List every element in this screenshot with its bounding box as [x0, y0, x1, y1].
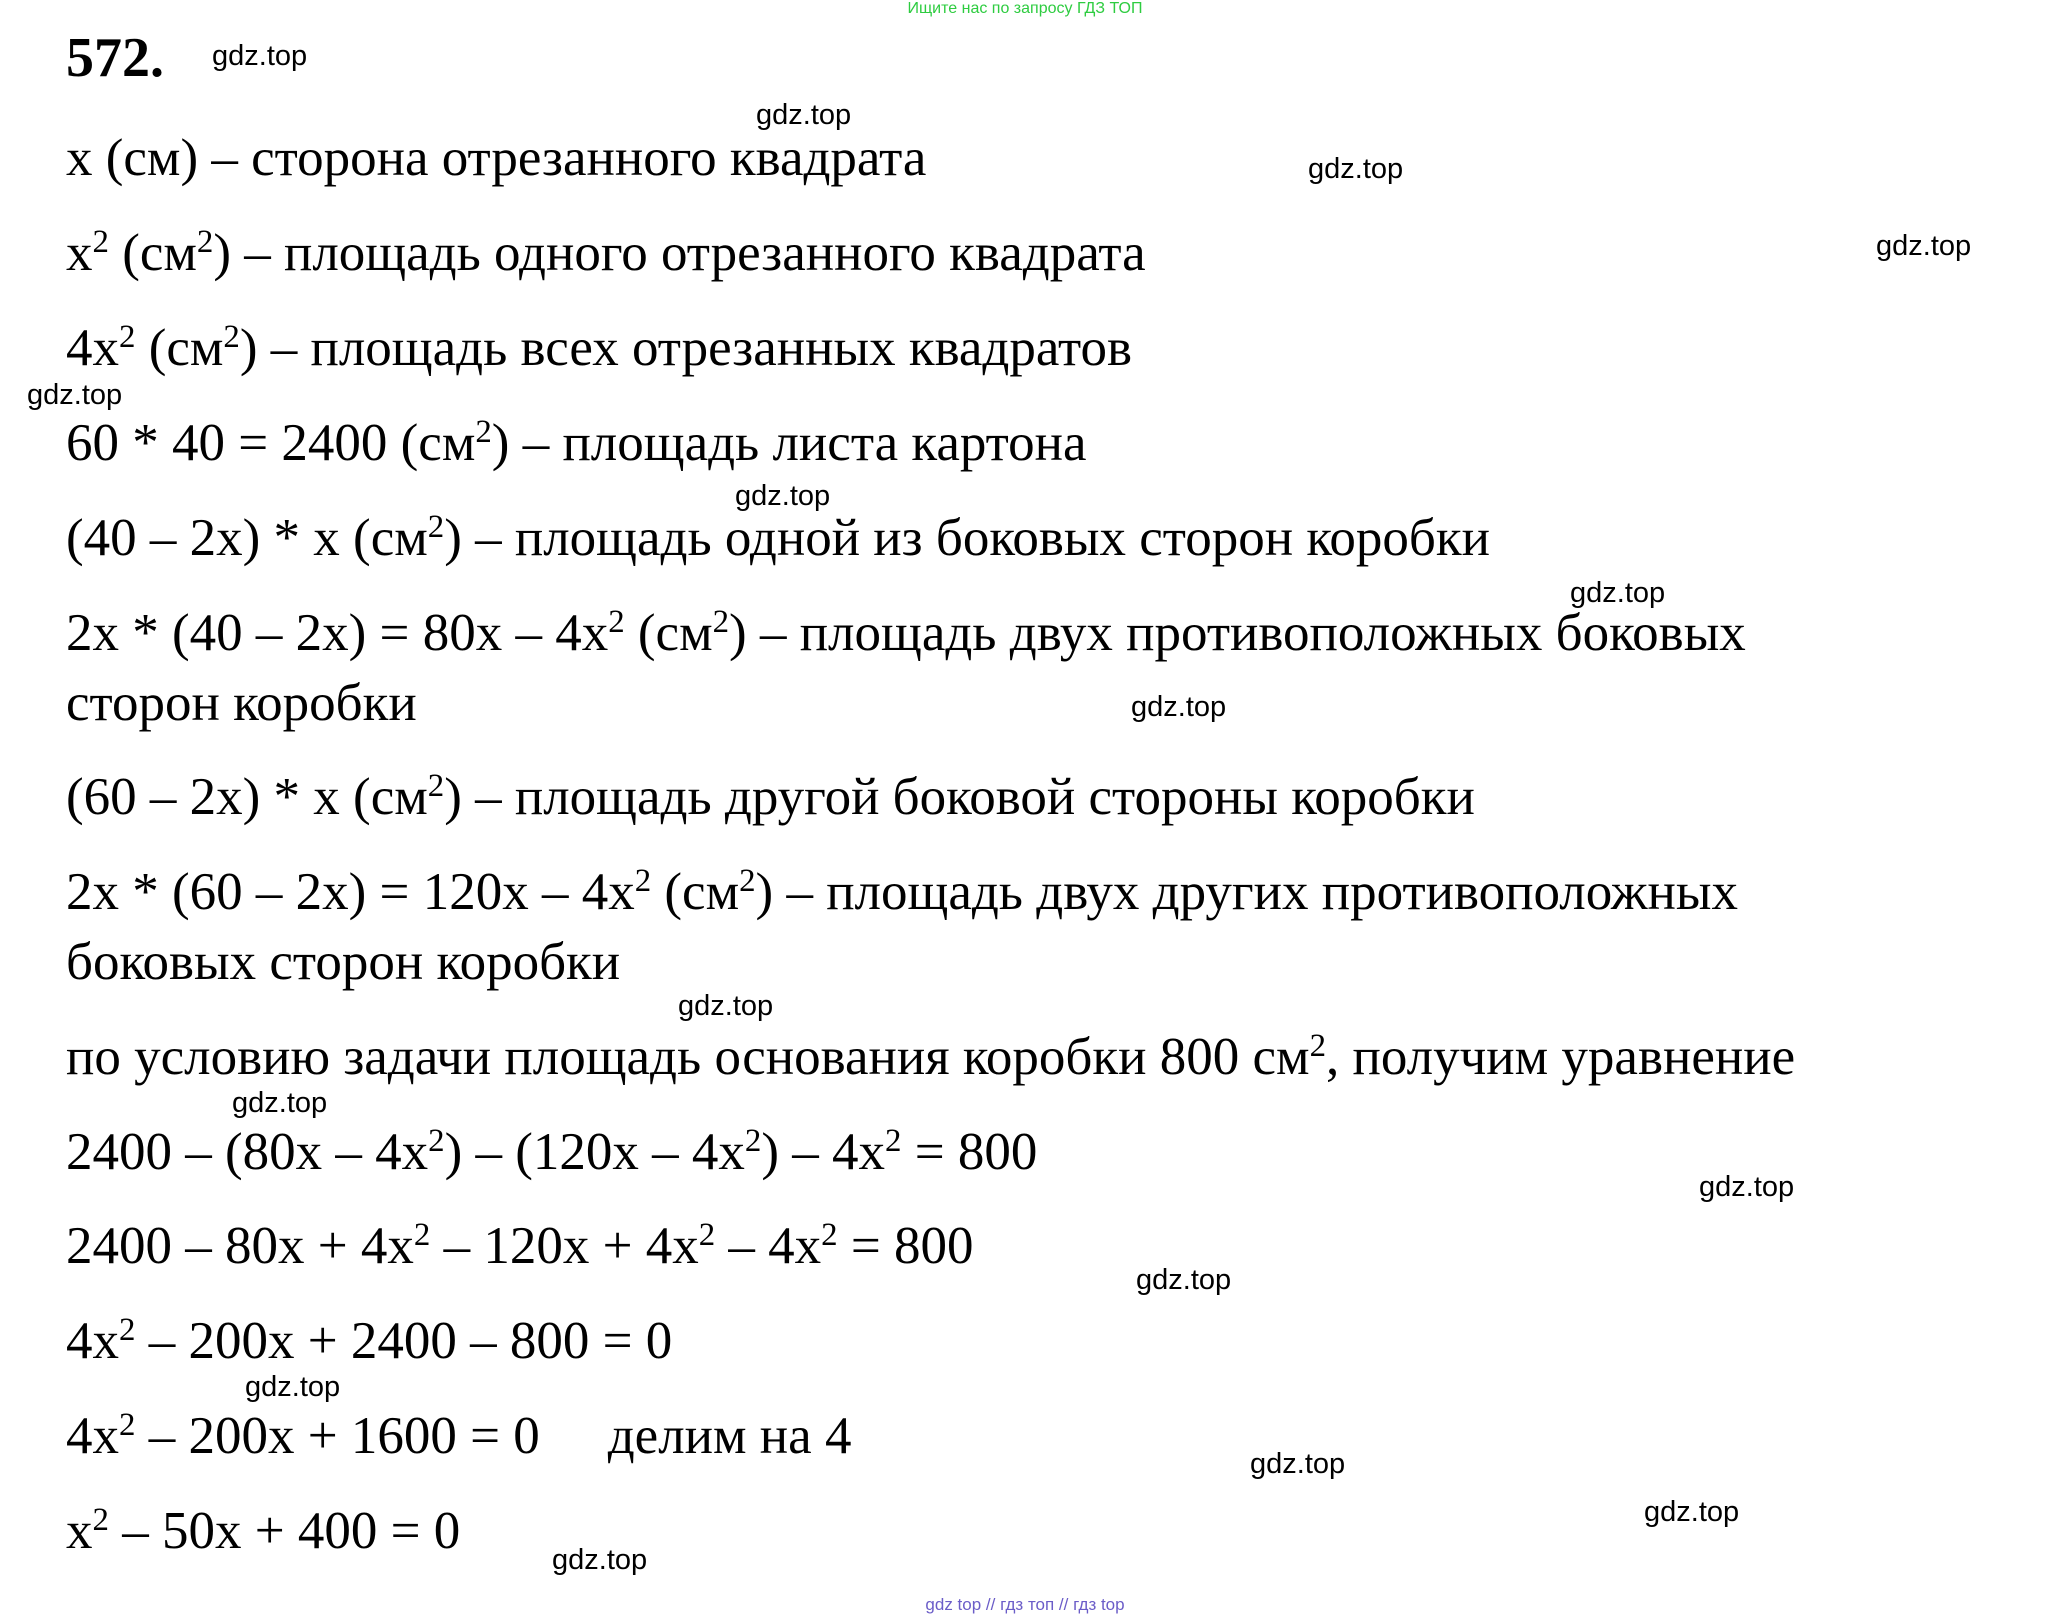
watermark: gdz.top [552, 1544, 648, 1576]
watermark: gdz.top [1644, 1496, 1740, 1528]
solution-line-10: боковых сторон коробки [66, 933, 621, 991]
solution-line-13: $2400 - 80x + 4x^2 - 120x + 4x^2 - 4x^2 = 800$ [66, 1216, 974, 1275]
solution-line-14: $4x^2 - 200x + 2400 - 800 = 0$ [66, 1311, 673, 1370]
solution-line-15: $4x^2 - 200x + 1600 = 0$ делим на 4 [66, 1406, 852, 1465]
solution-line-11: по условию задачи площадь основания коробки 800 $см^2$, получим уравнение [66, 1027, 1796, 1086]
watermark: gdz.top [1131, 691, 1227, 723]
solution-line-16: $x^2 - 50x + 400 = 0$ [66, 1501, 461, 1560]
solution-line-4: 60 * 40 = 2400 $(см^2)$ – площадь листа картона [66, 413, 1087, 472]
watermark: gdz.top [232, 1087, 328, 1119]
watermark: gdz.top [27, 379, 123, 411]
watermark: gdz.top [1699, 1171, 1795, 1203]
solution-line-6: $2x * (40 - 2x) = 80x - 4x^2$ $(см^2)$ – площадь двух противоположных боковых [66, 603, 1746, 662]
watermark: gdz.top [1570, 577, 1666, 609]
solution-line-12: $2400 - (80x - 4x^2) - (120x - 4x^2) - 4x^2 = 800$ [66, 1122, 1038, 1181]
watermark: gdz.top [1250, 1448, 1346, 1480]
watermark: gdz.top [1876, 230, 1972, 262]
watermark: gdz.top [1136, 1264, 1232, 1296]
watermark: gdz.top [756, 99, 852, 131]
solution-line-3: $4x^2$ $(см^2)$ – площадь всех отрезанных квадратов [66, 318, 1133, 377]
solution-line-2: $x^2$ $(см^2)$ – площадь одного отрезанного квадрата [66, 223, 1146, 282]
watermark: gdz.top [1308, 153, 1404, 185]
solution-line-1: x (см) – сторона отрезанного квадрата [66, 129, 927, 187]
problem-number: 572. [66, 27, 164, 89]
footer-links: gdz top // гдз топ // гдз top [925, 1595, 1125, 1614]
watermark: gdz.top [245, 1371, 341, 1403]
solution-line-8: (60 – 2x) * x $(см^2)$ – площадь другой боковой стороны коробки [66, 767, 1475, 826]
solution-line-9: $2x * (60 - 2x) = 120x - 4x^2$ $(см^2)$ – площадь двух других противоположных [66, 862, 1739, 921]
search-banner: Ищите нас по запросу ГДЗ ТОП [907, 0, 1143, 17]
solution-line-7: сторон коробки [66, 674, 417, 732]
solution-line-5: (40 – 2x) * x $(см^2)$ – площадь одной из боковых сторон коробки [66, 508, 1490, 567]
watermark: gdz.top [678, 990, 774, 1022]
watermark: gdz.top [735, 480, 831, 512]
watermark: gdz.top [212, 40, 308, 72]
